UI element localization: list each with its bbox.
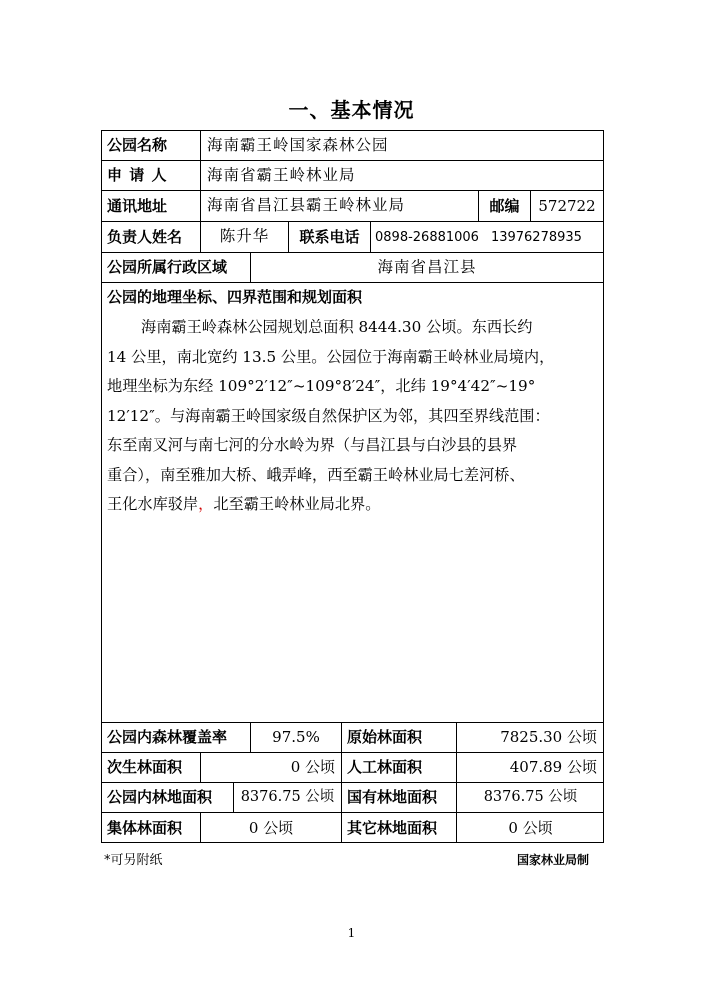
page-number: 1 <box>347 926 356 940</box>
geo-line: 东至南叉河与南七河的分水岭为界（与昌江县与白沙县的县界 <box>107 436 518 454</box>
page-title: 一、基本情况 <box>288 98 415 122</box>
forest-land-area-label: 公园内林地面积 <box>107 788 213 806</box>
other-forest-land-value: 0 公顷 <box>508 818 553 837</box>
geo-line: 重合），南至雅加大桥、峨弄峰，西至霸王岭林业局七差河桥、 <box>107 465 525 484</box>
column-divider <box>341 722 342 843</box>
secondary-forest-label: 次生林面积 <box>107 758 183 776</box>
applicant-label: 申 请 人 <box>107 166 168 184</box>
geo-line: 海南霸王岭森林公园规划总面积 8444.30 公顷。东西长约 <box>141 318 533 336</box>
collective-forest-value: 0 公顷 <box>248 818 294 837</box>
park-name-value: 海南霸王岭国家森林公园 <box>207 135 389 154</box>
phone-number-2: 13976278935 <box>490 229 582 245</box>
secondary-forest-value: 0 公顷 <box>290 758 335 776</box>
forest-coverage-label: 公园内森林覆盖率 <box>107 728 228 746</box>
state-forest-land-value: 8376.75 公顷 <box>483 789 578 806</box>
issuer-note: 国家林业局制 <box>517 853 590 867</box>
person-in-charge-value: 陈升华 <box>219 227 270 246</box>
forest-land-area-value: 8376.75 公顷 <box>240 789 335 806</box>
phone-label: 联系电话 <box>299 227 360 246</box>
other-forest-land-label: 其它林地面积 <box>347 818 438 837</box>
row-divider <box>101 282 604 283</box>
column-divider <box>370 221 371 252</box>
address-label: 通讯地址 <box>107 196 168 215</box>
address-value: 海南省昌江县霸王岭林业局 <box>207 196 406 215</box>
geo-line-part: 北至霸王岭林业局北界。 <box>213 495 381 513</box>
geo-line-part: 王化水库驳岸 <box>107 495 199 513</box>
geo-description <box>107 313 601 520</box>
attachment-note: *可另附纸 <box>104 853 163 868</box>
geo-line: 地理坐标为东经 109°2′12″~109°8′24″，北纬 19°4′42″~19° <box>107 377 536 395</box>
geo-line: 14 公里，南北宽约 13.5 公里。公园位于海南霸王岭林业局境内， <box>107 347 555 366</box>
collective-forest-label: 集体林面积 <box>107 818 183 837</box>
planted-forest-value: 407.89 公顷 <box>509 758 597 776</box>
applicant-value: 海南省霸王岭林业局 <box>207 165 356 184</box>
geo-section-heading: 公园的地理坐标、四界范围和规划面积 <box>107 287 363 306</box>
primary-forest-label: 原始林面积 <box>347 728 423 746</box>
planted-forest-label: 人工林面积 <box>347 758 423 776</box>
park-name-label: 公园名称 <box>107 136 168 154</box>
admin-region-label: 公园所属行政区域 <box>107 258 228 276</box>
state-forest-land-label: 国有林地面积 <box>347 788 438 806</box>
forest-coverage-value: 97.5% <box>272 728 320 746</box>
primary-forest-value: 7825.30 公顷 <box>500 728 597 746</box>
phone-number-1: 0898-26881006 <box>375 229 479 245</box>
geo-line: 12′12″。与海南霸王岭国家级自然保护区为邻，其四至界线范围： <box>107 406 550 425</box>
postcode-label: 邮编 <box>489 196 520 215</box>
person-in-charge-label: 负责人姓名 <box>107 227 183 246</box>
postcode-value: 572722 <box>538 196 596 215</box>
admin-region-value: 海南省昌江县 <box>377 257 477 276</box>
geo-line-last <box>107 490 601 520</box>
red-comma: ， <box>198 495 214 513</box>
